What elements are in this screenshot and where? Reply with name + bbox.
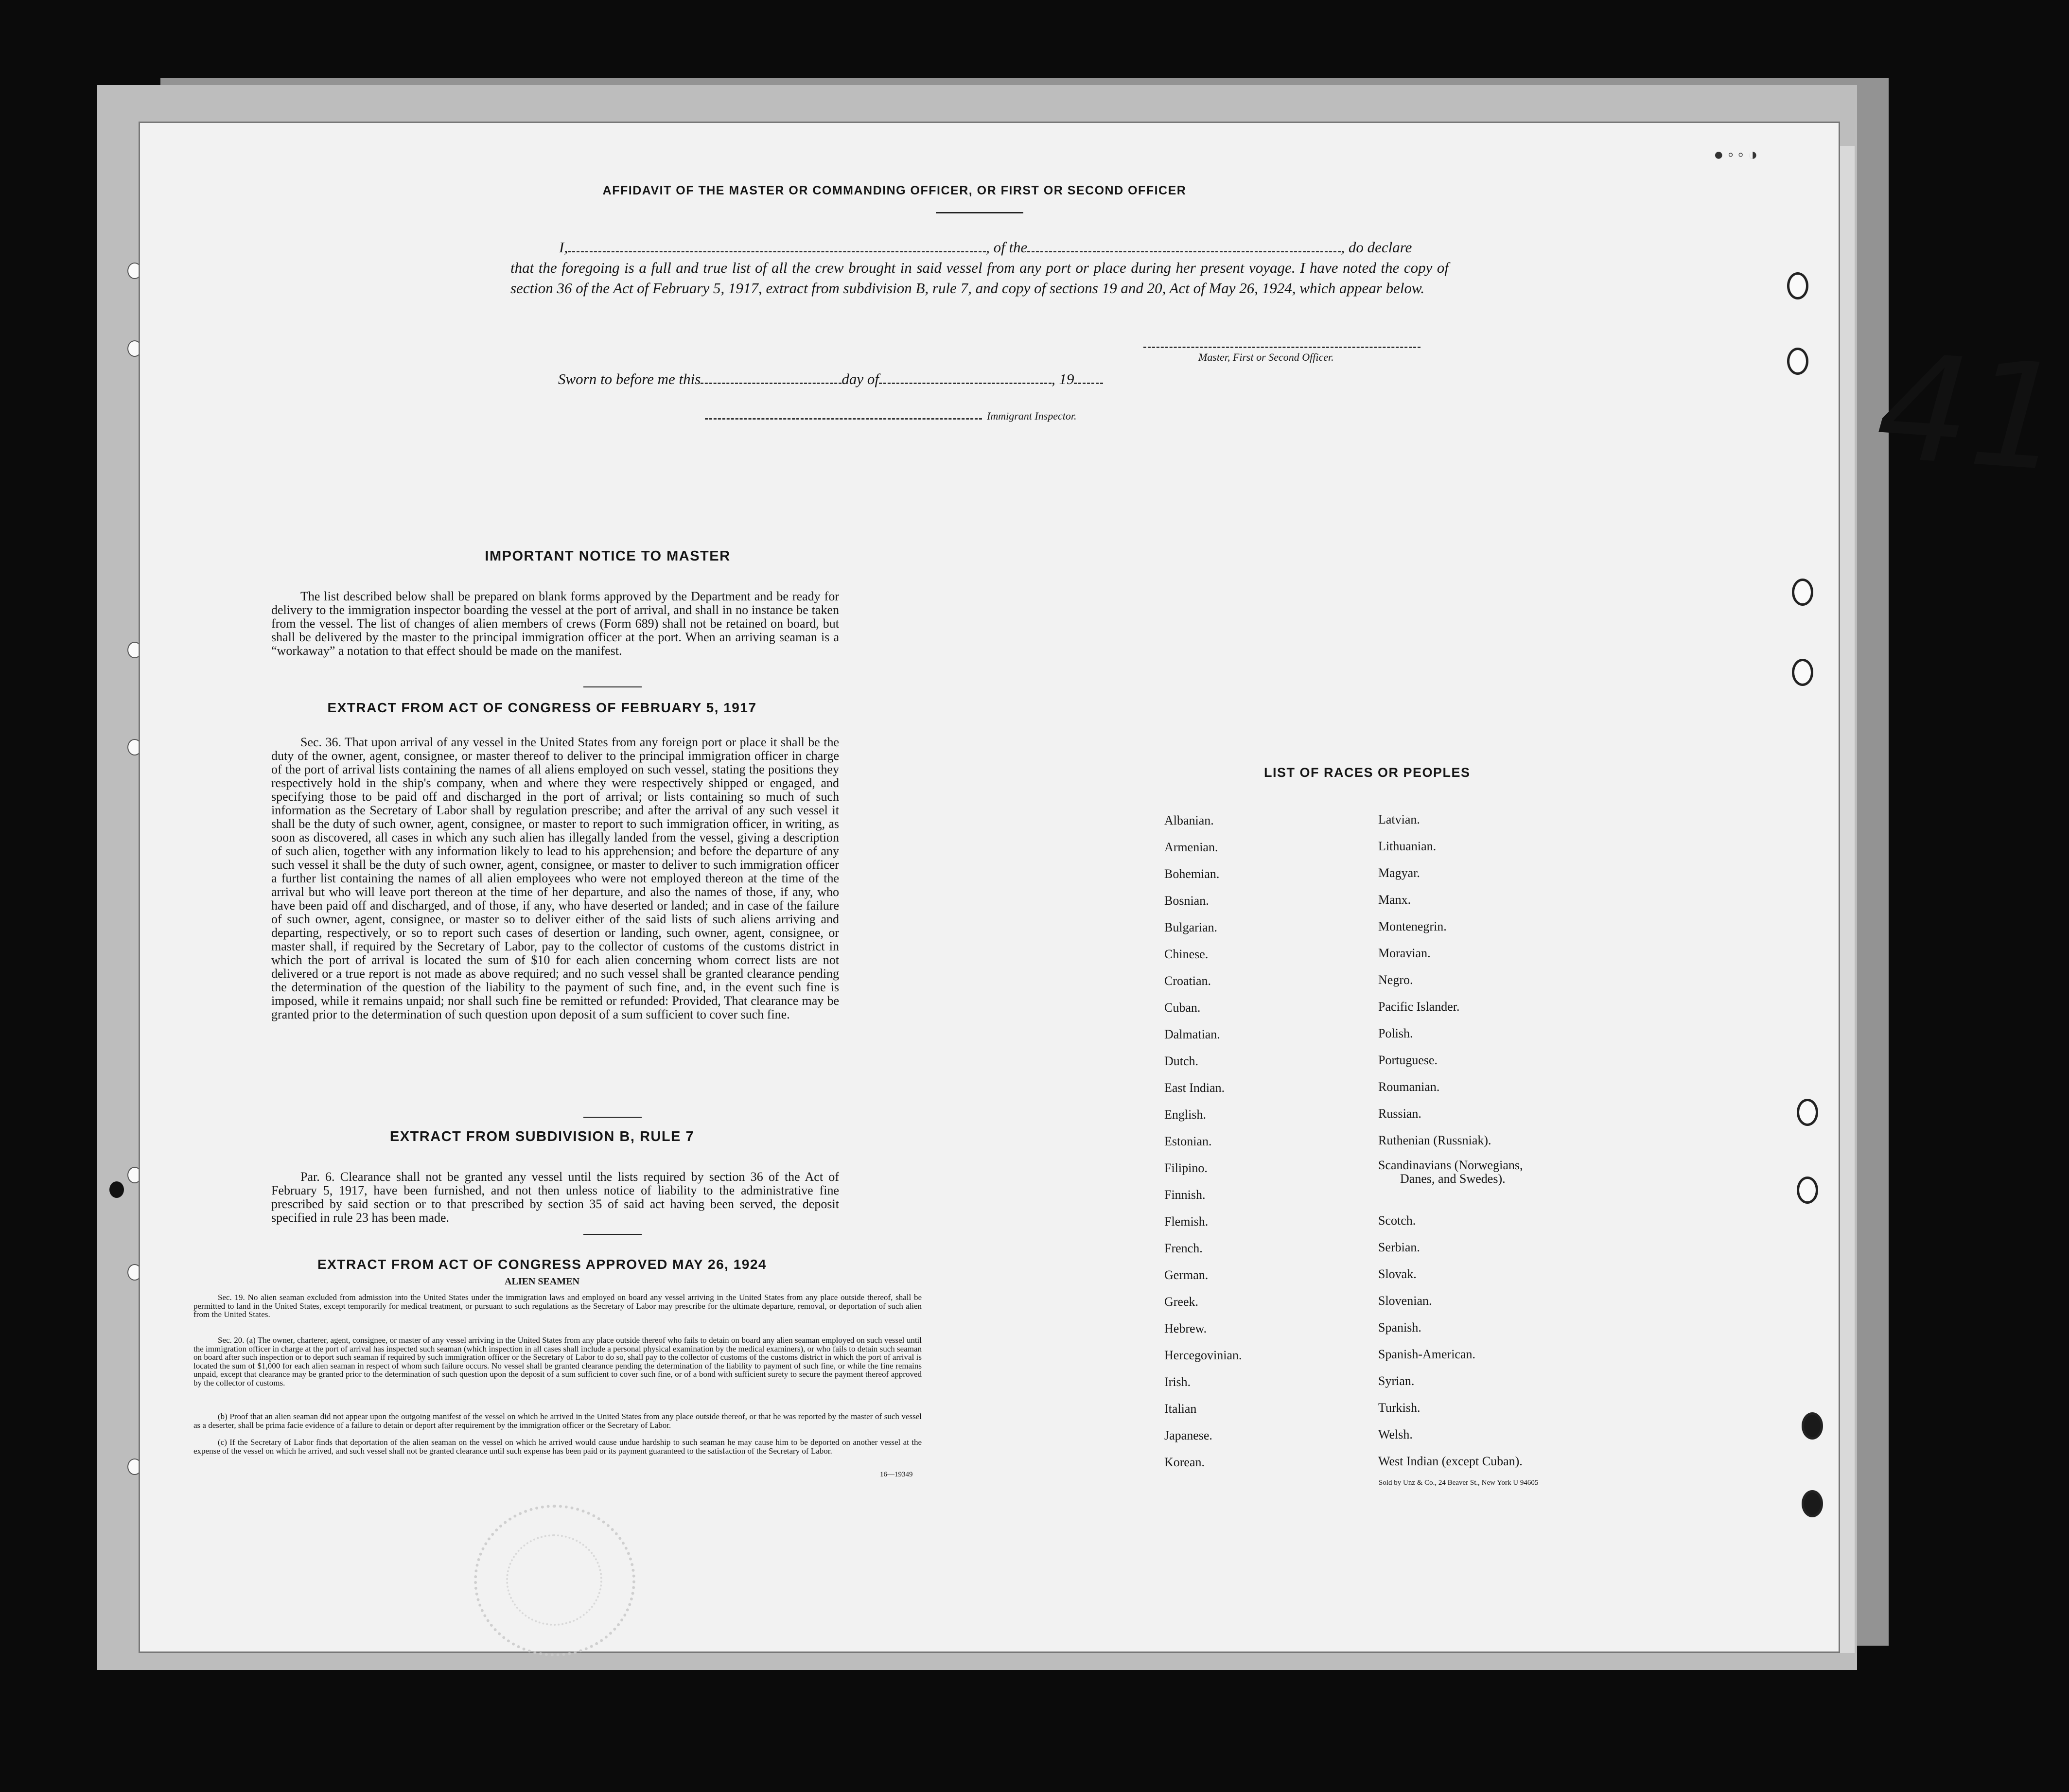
race-item: Manx. [1378, 893, 1411, 907]
race-item-line: Danes, and Swedes). [1400, 1172, 1506, 1186]
race-item: Estonian. [1164, 1134, 1212, 1148]
race-item: Italian [1164, 1402, 1197, 1416]
race-item: German. [1164, 1268, 1209, 1282]
races-list-right [1378, 806, 1523, 1475]
form-number: 16—19349 [880, 1471, 913, 1478]
race-item: Finnish. [1164, 1188, 1206, 1202]
affidavit-text: that the foregoing is a full and true list of all the crew brought in said vessel from any port or place during her present voyage. I have noted the copy of section 36 of the Act of February 5, 1917, extract from subdivision B, rule 7, and copy of sections 19 and 20, Act of May 26, 1924, which appear below. [510, 259, 1449, 297]
race-item-line: Scandinavians (Norwegians, [1378, 1158, 1523, 1172]
divider [583, 1234, 642, 1235]
race-item: Spanish. [1378, 1320, 1421, 1335]
race-item: Latvian. [1378, 812, 1420, 826]
binder-hole [109, 1181, 124, 1198]
binder-hole [1787, 272, 1808, 299]
race-item: Scotch. [1378, 1213, 1416, 1228]
race-item: Chinese. [1164, 947, 1209, 961]
race-item: Bosnian. [1164, 894, 1209, 908]
handwritten-page-number: 41 [1872, 322, 2069, 504]
corner-mark: ● ◦ ◦ ◑ [1714, 146, 1758, 164]
inspector-signature-label: Immigrant Inspector. [987, 410, 1077, 422]
race-item: Korean. [1164, 1455, 1205, 1469]
race-item: Albanian. [1164, 813, 1214, 827]
sworn-line [558, 370, 1103, 388]
name-blank [568, 240, 986, 252]
race-item: Negro. [1378, 973, 1413, 987]
binder-hole [1792, 659, 1813, 686]
race-item: Bulgarian. [1164, 920, 1218, 934]
race-item [1378, 1154, 1523, 1207]
binder-hole [1802, 1490, 1823, 1517]
race-item: Spanish-American. [1378, 1347, 1476, 1361]
race-item: Flemish. [1164, 1214, 1209, 1229]
race-item: French. [1164, 1241, 1203, 1255]
race-item: Moravian. [1378, 946, 1431, 960]
race-item: Japanese. [1164, 1428, 1212, 1442]
race-item: Dalmatian. [1164, 1027, 1220, 1041]
race-item: Dutch. [1164, 1054, 1199, 1068]
race-item: Serbian. [1378, 1240, 1420, 1254]
sec20b-text: (b) Proof that an alien seaman did not appear upon the outgoing manifest of the vessel on which he arrived in the United States from any place outside thereof, or that he was reported by the master of such vessel as a deserter, shall be prima facie evidence of a failure to detain or deport after requirement by the immigration officer or the Secretary of Labor. [193, 1412, 922, 1430]
race-item: Turkish. [1378, 1401, 1420, 1415]
race-item: Roumanian. [1378, 1080, 1440, 1094]
binder-hole [1797, 1177, 1818, 1204]
race-item: Cuban. [1164, 1001, 1201, 1015]
extract-1924-heading: EXTRACT FROM ACT OF CONGRESS APPROVED MAY 26, 1924 [317, 1257, 767, 1272]
printer-imprint: Sold by Unz & Co., 24 Beaver St., New York U 94605 [1379, 1479, 1539, 1487]
binder-hole [1792, 579, 1813, 606]
sec19-text: Sec. 19. No alien seaman excluded from admission into the United States under the immigration laws and employed on board any vessel arriving in the United States from any place outside thereof, shall be permitted to land in the United States, except temporarily for medical treatment, or pursuant to such regulations as the Secretary of Labor may prescribe for the ultimate departure, removal, or deportation of such alien from the United States. [193, 1293, 922, 1319]
notice-text: The list described below shall be prepared on blank forms approved by the Department and be ready for delivery to the immigration inspector boarding the vessel at the port of arrival, and shall in no instance be taken from the vessel. The list of changes of alien members of crews (Form 689) shall not be retained on board, but shall be delivered by the master to the principal immigration officer at the port. When an arriving seaman is a “workaway” a notation to that effect should be made on the manifest. [271, 589, 839, 658]
affidavit-body [510, 237, 1449, 299]
race-item: English. [1164, 1107, 1206, 1122]
embossed-seal [474, 1505, 635, 1656]
race-item: Russian. [1378, 1107, 1421, 1121]
race-item: Irish. [1164, 1375, 1191, 1389]
races-list-title: LIST OF RACES OR PEOPLES [1264, 765, 1471, 780]
do-declare-label: , do declare [1341, 239, 1412, 256]
race-item: Greek. [1164, 1295, 1199, 1309]
inspector-signature-line [705, 418, 982, 420]
race-item: Bohemian. [1164, 867, 1220, 881]
race-item: Slovenian. [1378, 1294, 1432, 1308]
binder-hole [1802, 1412, 1823, 1440]
year-blank [1074, 372, 1103, 384]
race-item: Polish. [1378, 1026, 1413, 1040]
race-item: Ruthenian (Russniak). [1378, 1133, 1491, 1147]
rule7-heading: EXTRACT FROM SUBDIVISION B, RULE 7 [389, 1129, 695, 1144]
binder-hole [1787, 348, 1808, 375]
affidavit-declaration-line [510, 237, 1449, 258]
race-item: Montenegrin. [1378, 919, 1447, 933]
race-item: Hercegovinian. [1164, 1348, 1242, 1362]
i-label: I, [559, 239, 568, 256]
divider [583, 686, 642, 687]
notice-heading: IMPORTANT NOTICE TO MASTER [485, 548, 731, 564]
binder-hole [1797, 1099, 1818, 1126]
master-signature-label: Master, First or Second Officer. [1198, 351, 1334, 363]
year-label: , 19 [1051, 370, 1074, 387]
race-item: Portuguese. [1378, 1053, 1438, 1067]
day-of-label: day of [842, 370, 879, 387]
race-item: Pacific Islander. [1378, 1000, 1460, 1014]
race-item: Welsh. [1378, 1427, 1413, 1441]
month-blank [879, 372, 1052, 384]
vessel-blank [1027, 240, 1341, 252]
master-signature-line [1143, 347, 1420, 348]
affidavit-title: AFFIDAVIT OF THE MASTER OR COMMANDING OFFICER, OR FIRST OR SECOND OFFICER [602, 184, 1187, 197]
sec20c-text: (c) If the Secretary of Labor finds that deportation of the alien seaman on the vessel on which he arrived would cause undue hardship to such seaman he may cause him to be deported on another vessel at the expense of the vessel on which he arrived, and such vessel shall not be granted clearance until such expense has been paid or its payment guaranteed to the satisfaction of the Secretary of Labor. [193, 1438, 922, 1456]
race-item: Hebrew. [1164, 1321, 1207, 1335]
race-item: Slovak. [1378, 1267, 1417, 1281]
race-item: Magyar. [1378, 866, 1420, 880]
divider [936, 212, 1023, 213]
divider [583, 1117, 642, 1118]
day-blank [701, 372, 842, 384]
race-item: Lithuanian. [1378, 839, 1437, 853]
race-item: West Indian (except Cuban). [1378, 1454, 1523, 1468]
extract-1917-heading: EXTRACT FROM ACT OF CONGRESS OF FEBRUARY 5, 1917 [327, 700, 757, 715]
race-item: Syrian. [1378, 1374, 1415, 1388]
races-list-left [1164, 807, 1242, 1476]
sec20a-text: Sec. 20. (a) The owner, charterer, agent, consignee, or master of any vessel arriving in the United States from any place outside thereof who fails to detain on board any alien seaman employed on such vessel until the immigration officer in charge at the port of arrival has inspected such seaman (which inspection in all cases shall include a personal physical examination by the medical examiners), or who fails to detain such seaman on board after such inspection or to deport such seaman if required by such immigration officer or the Secretary of Labor to do so, shall pay to the collector of customs of the customs district in which the port of arrival is located the sum of $1,000 for each alien seaman in respect of whom such failure occurs. No vessel shall be granted clearance pending the determination of the liability to payment of such fine, or while the fine remains unpaid, except that clearance may be granted prior to the determination of such question upon the deposit of a sum sufficient to cover such fine, or of a bond with sufficient surety to secure the payment thereof approved by the collector of customs. [193, 1335, 922, 1388]
alien-seamen-subheading: ALIEN SEAMEN [505, 1276, 579, 1287]
extract-1917-text: Sec. 36. That upon arrival of any vessel in the United States from any foreign port or place it shall be the duty of the owner, agent, consignee, or master thereof to deliver to the principal immigration officer in charge of the port of arrival lists containing the names of all aliens employed on such vessel, stating the positions they respectively hold in the ship's company, when and where they were respectively shipped or engaged, and specifying those to be paid off and discharged in the port of arrival; or lists containing so much of such information as the Secretary of Labor shall by regulation prescribe; and after the arrival of any such vessel it shall be the duty of such owner, agent, consignee, or master to report to such immigration officer, in writing, as soon as discovered, all cases in which any such alien has illegally landed from the vessel, giving a description of such alien, together with any information likely to lead to his apprehension; and before the departure of any such vessel it shall be the duty of such owner, agent, consignee, or master to deliver to such immigration officer a further list containing the names of all alien employees who were not employed thereon at the time of the arrival but who will leave port thereon at the time of her departure, and also the names of those, if any, who have been paid off and discharged, and of those, if any, who have deserted or landed; and in case of the failure of such owner, agent, consignee, or master so to deliver either of the said lists of such aliens arriving and departing, respectively, or so to report such cases of desertion or landing, such owner, agent, consignee, or master shall, if required by the Secretary of Labor, pay to the collector of customs of the customs district in which the port of arrival is located the sum of $10 for each alien concerning whom correct lists are not delivered or a true report is not made as above required; and no such vessel shall be granted clearance pending the determination of the question of the liability to the payment of such fine, and, in the event such fine is imposed, while it remains unpaid; nor shall such fine be remitted or refunded: Provided, That clearance may be granted prior to the determination of such question upon deposit of a sum sufficient to cover such fine. [271, 735, 839, 1021]
race-item: East Indian. [1164, 1081, 1225, 1095]
of-the-label: , of the [986, 239, 1028, 256]
race-item: Filipino. [1164, 1161, 1208, 1175]
race-item: Croatian. [1164, 974, 1211, 988]
sworn-label: Sworn to before me this [558, 370, 701, 387]
race-item: Armenian. [1164, 840, 1218, 854]
rule7-text: Par. 6. Clearance shall not be granted any vessel until the lists required by section 36 of the Act of February 5, 1917, have been furnished, and not then unless notice of liability to the administrative fine prescribed by said section or to that prescribed by section 35 of said act having been served, the deposit specified in rule 23 has been made. [271, 1170, 839, 1225]
